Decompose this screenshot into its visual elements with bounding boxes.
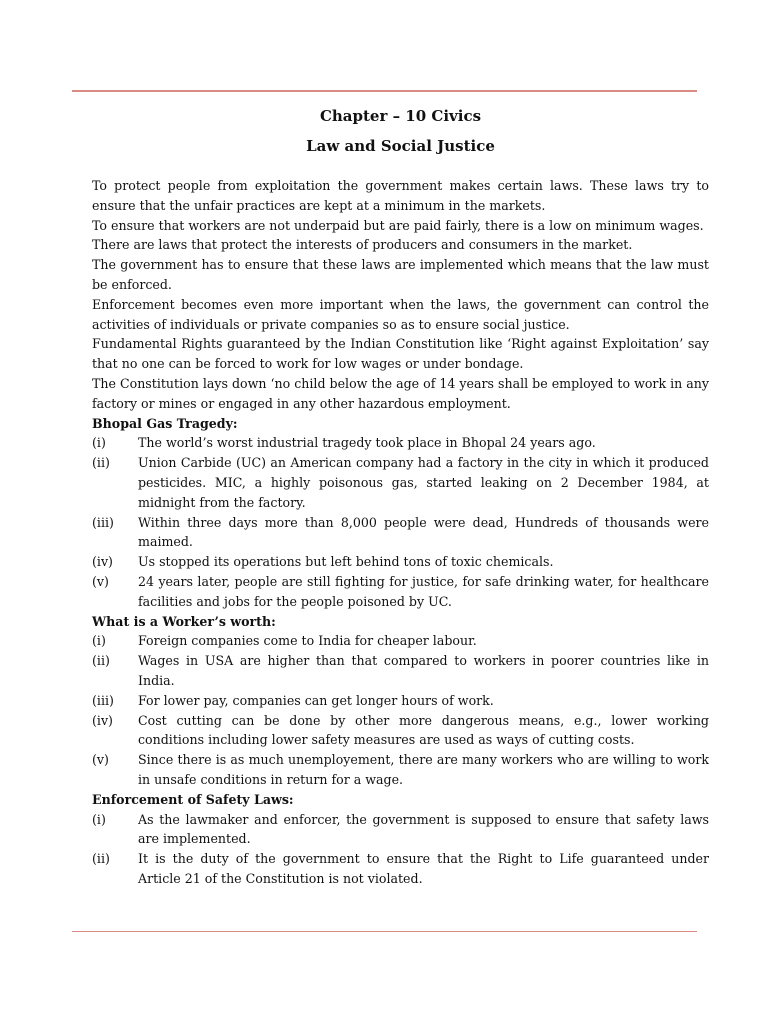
list-text: Within three days more than 8,000 people were dead, Hundreds of thousands were maimed. [138, 514, 709, 550]
list-item [92, 651, 709, 691]
list-number: (i) [92, 435, 106, 451]
list-item [92, 552, 709, 572]
list-number: (iii) [92, 514, 114, 530]
section-heading-safety-laws: Enforcement of Safety Laws: [92, 791, 294, 807]
list-number: (ii) [92, 851, 110, 867]
paragraph: To ensure that workers are not underpaid but are paid fairly, there is a low on minimum wages. [92, 217, 704, 233]
list-text: For lower pay, companies can get longer hours of work. [138, 692, 494, 708]
list-item [92, 453, 709, 512]
section-heading-worker-worth: What is a Worker’s worth: [92, 613, 276, 629]
list-text: Since there is as much unemployement, there are many workers who are willing to work in unsafe conditions in return for a wage. [138, 752, 709, 787]
list-number: (v) [92, 752, 109, 768]
list-item [92, 631, 709, 651]
list-item [92, 849, 709, 889]
section-heading-bhopal: Bhopal Gas Tragedy: [92, 415, 238, 431]
page-content [92, 100, 709, 889]
list-text: Us stopped its operations but left behind tons of toxic chemicals. [138, 554, 554, 570]
list-number: (v) [92, 573, 109, 589]
list-item [92, 572, 709, 612]
list-item [92, 691, 709, 711]
list-text: Cost cutting can be done by other more dangerous means, e.g., lower working conditions including lower safety measures are used as ways of cutting costs. [138, 712, 709, 748]
list-text: As the lawmaker and enforcer, the government is supposed to ensure that safety laws are implemented. [138, 811, 709, 847]
list-number: (iv) [92, 712, 113, 728]
list-text: 24 years later, people are still fighting for justice, for safe drinking water, for healthcare facilities and jobs for the people poisoned by UC. [138, 573, 709, 609]
list-text: Foreign companies come to India for cheaper labour. [138, 633, 477, 649]
list-number: (iv) [92, 554, 113, 570]
footer-divider [72, 931, 697, 932]
list-text: The world’s worst industrial tragedy took place in Bhopal 24 years ago. [138, 435, 596, 451]
paragraph: Fundamental Rights guaranteed by the Indian Constitution like ‘Right against Exploitation’ say that no one can be forced to work for low wages or under bondage. [92, 336, 709, 372]
list-number: (i) [92, 633, 106, 649]
list-number: (iii) [92, 692, 114, 708]
list-text: Wages in USA are higher than that compared to workers in poorer countries like in India. [138, 653, 709, 688]
list-item [92, 513, 709, 553]
page-title: Law and Social Justice [306, 137, 495, 155]
list-item [92, 433, 709, 453]
paragraph: Enforcement becomes even more important when the laws, the government can control the activities of individuals or private companies so as to ensure social justice. [92, 296, 709, 332]
header-divider [72, 90, 697, 92]
list-item [92, 750, 709, 790]
paragraph: The government has to ensure that these laws are implemented which means that the law must be enforced. [92, 257, 709, 292]
list-text: It is the duty of the government to ensure that the Right to Life guaranteed under Article 21 of the Constitution is not violated. [138, 851, 709, 886]
list-text: Union Carbide (UC) an American company had a factory in the city in which it produced pesticides. MIC, a highly poisonous gas, started leaking on 2 December 1984, at midnight from the factory. [138, 455, 709, 510]
list-number: (ii) [92, 455, 110, 471]
chapter-heading: Chapter – 10 Civics [319, 107, 482, 125]
list-item [92, 810, 709, 850]
document-body [92, 176, 709, 889]
list-number: (i) [92, 811, 106, 827]
paragraph: There are laws that protect the interests of producers and consumers in the market. [92, 237, 633, 253]
paragraph: To protect people from exploitation the government makes certain laws. These laws try to ensure that the unfair practices are kept at a minimum in the markets. [92, 178, 709, 213]
list-number: (ii) [92, 653, 110, 669]
list-item [92, 711, 709, 751]
paragraph: The Constitution lays down ‘no child below the age of 14 years shall be employed to work in any factory or mines or engaged in any other hazardous employment. [92, 375, 709, 411]
